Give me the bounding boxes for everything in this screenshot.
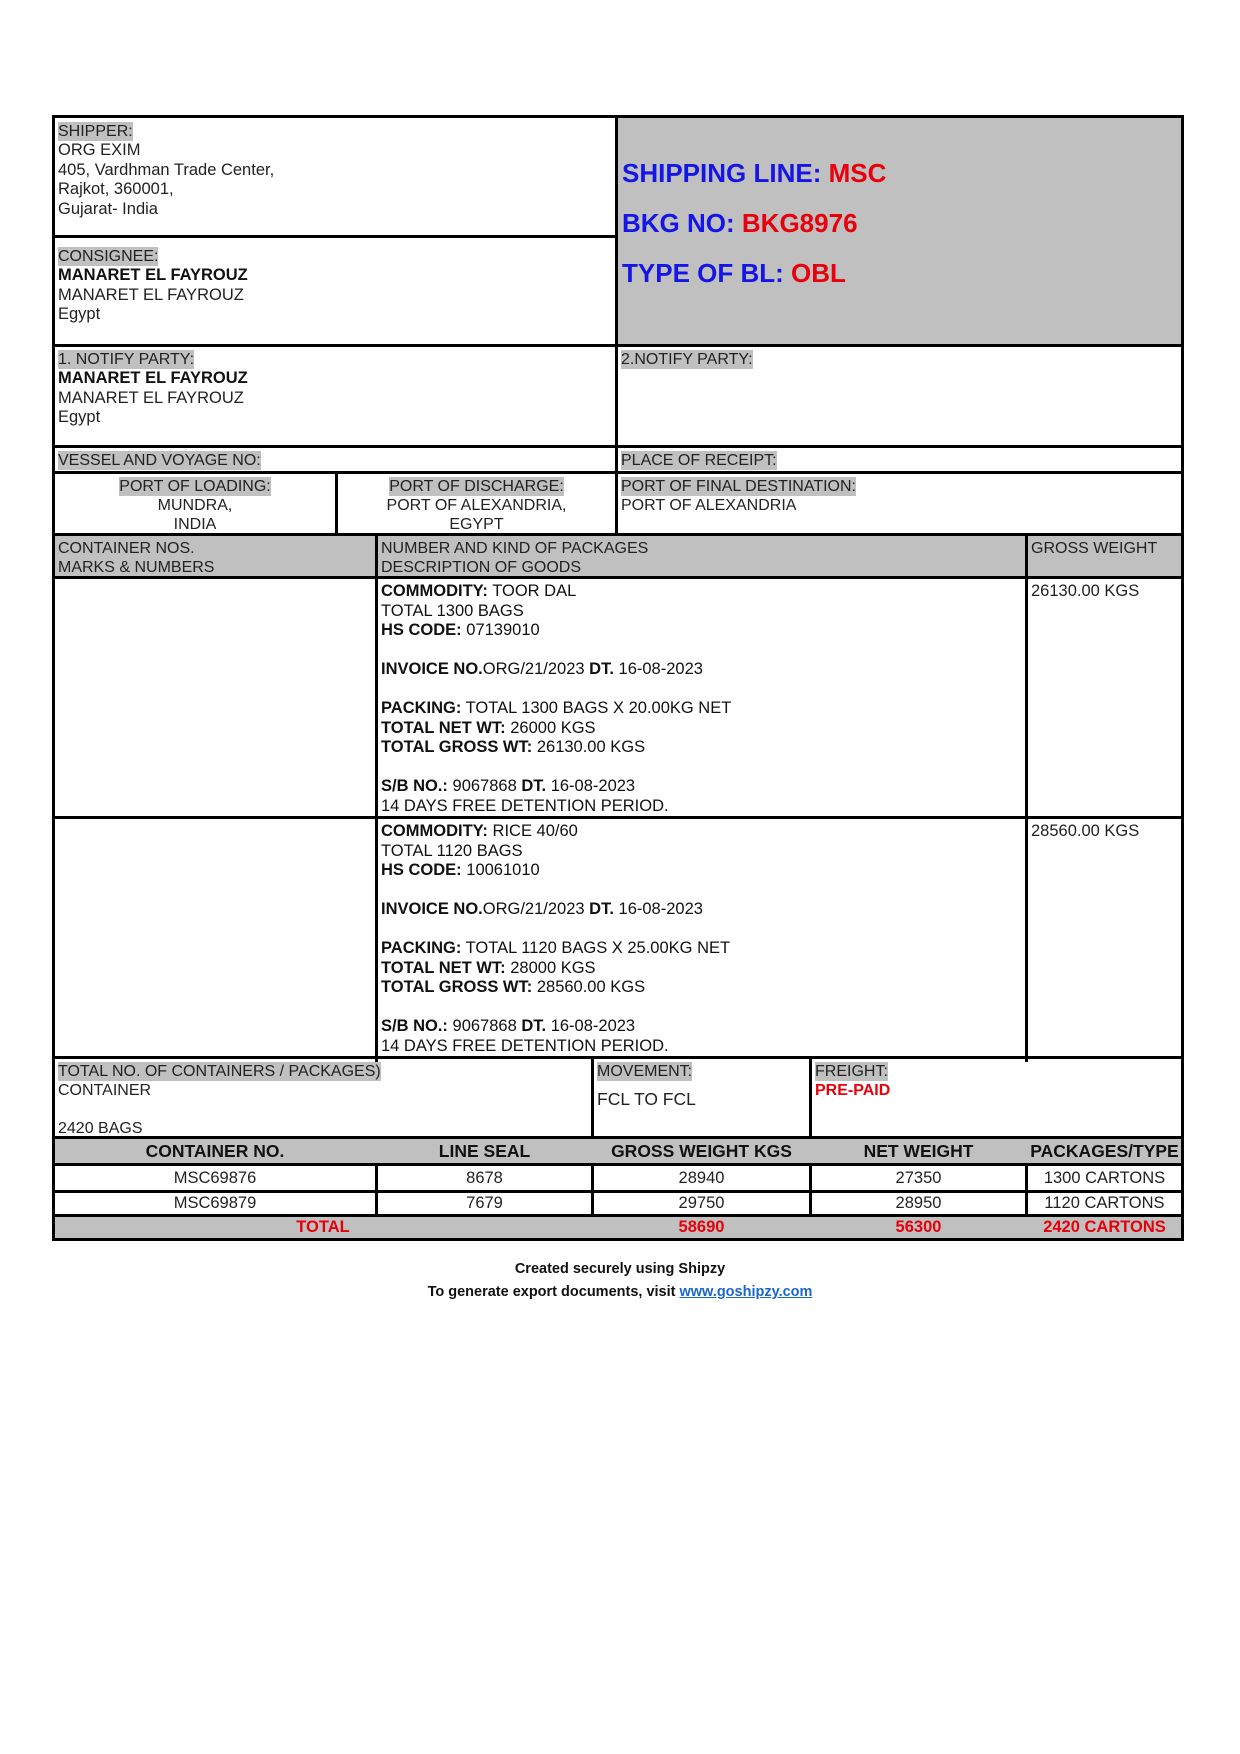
packages-type-header: PACKAGES/TYPE bbox=[1030, 1141, 1179, 1161]
notify-party-2 bbox=[621, 350, 1181, 369]
invoice-label: INVOICE NO. bbox=[381, 660, 483, 678]
gross-weight-kgs-header: GROSS WEIGHT KGS bbox=[611, 1141, 792, 1161]
freight-label: FREIGHT: bbox=[815, 1063, 888, 1080]
shipper-line: Rajkot, 360001, bbox=[58, 180, 174, 198]
total-gross-weight: 58690 bbox=[678, 1218, 725, 1236]
net-weight-value: 26000 KGS bbox=[510, 718, 596, 737]
commodity-label: COMMODITY: bbox=[381, 582, 488, 600]
hs-code-value: 07139010 bbox=[466, 621, 540, 639]
packing-label: PACKING: bbox=[381, 699, 462, 717]
line-seal: 7679 bbox=[466, 1194, 503, 1212]
notify-party-1-name: MANARET EL FAYROUZ bbox=[58, 369, 248, 387]
packages-header bbox=[381, 539, 648, 577]
port-of-loading-line: INDIA bbox=[173, 516, 217, 533]
shipper-line: 405, Vardhman Trade Center, bbox=[58, 160, 275, 179]
goods-gross-weight: 28560.00 KGS bbox=[1031, 822, 1140, 840]
gross-weight-value: 26130.00 KGS bbox=[536, 738, 646, 756]
goods-row bbox=[52, 816, 1184, 1059]
invoice-date-label: DT. bbox=[589, 900, 614, 918]
shipper-label: SHIPPER: bbox=[58, 123, 133, 140]
commodity-label: COMMODITY: bbox=[381, 822, 488, 840]
consignee-line: MANARET EL FAYROUZ bbox=[58, 285, 244, 304]
sb-date: 16-08-2023 bbox=[550, 777, 636, 795]
sb-date-label: DT. bbox=[521, 777, 547, 795]
port-of-discharge-line: PORT OF ALEXANDRIA, bbox=[386, 497, 567, 514]
bl-type-value: OBL bbox=[791, 258, 846, 288]
net-weight-label: TOTAL NET WT: bbox=[381, 718, 506, 737]
notify-party-1-line: Egypt bbox=[58, 408, 101, 426]
gross-weight-value: 28560.00 KGS bbox=[536, 978, 646, 996]
sb-no-label: S/B NO.: bbox=[381, 777, 448, 795]
totals-block bbox=[52, 1056, 1184, 1139]
container-no: MSC69879 bbox=[173, 1194, 257, 1212]
total-packages-label: TOTAL NO. OF CONTAINERS / PACKAGES) bbox=[58, 1063, 381, 1080]
shipping-line-row bbox=[622, 148, 1181, 198]
line-seal: 8678 bbox=[466, 1169, 503, 1187]
total-bags-line: 2420 BAGS bbox=[58, 1120, 143, 1137]
movement-value: FCL TO FCL bbox=[597, 1089, 696, 1109]
shipper-line: Gujarat- India bbox=[58, 199, 158, 218]
hs-code-label: HS CODE: bbox=[381, 621, 462, 639]
movement-section bbox=[597, 1062, 807, 1110]
detention-note: 14 DAYS FREE DETENTION PERIOD. bbox=[381, 796, 669, 815]
goods-description bbox=[381, 582, 1021, 816]
packages-type: 1300 CARTONS bbox=[1043, 1169, 1166, 1187]
description-header-line: DESCRIPTION OF GOODS bbox=[381, 559, 582, 576]
footer bbox=[0, 1258, 1240, 1304]
vessel-block bbox=[52, 445, 1184, 474]
commodity-value: TOOR DAL bbox=[492, 582, 577, 600]
port-of-loading-label: PORT OF LOADING: bbox=[119, 478, 271, 495]
consignee-label: CONSIGNEE: bbox=[58, 248, 159, 265]
gross-weight-label: TOTAL GROSS WT: bbox=[381, 978, 533, 996]
shipping-line-label: SHIPPING LINE: bbox=[622, 158, 822, 188]
gross-weight-header: GROSS WEIGHT bbox=[1031, 540, 1158, 557]
table-total-row bbox=[55, 1217, 1181, 1238]
bl-type-label: TYPE OF BL: bbox=[622, 258, 784, 288]
freight-value: PRE-PAID bbox=[815, 1082, 891, 1099]
net-weight-header: NET WEIGHT bbox=[863, 1141, 974, 1161]
freight-section bbox=[815, 1062, 1181, 1100]
consignee-name: MANARET EL FAYROUZ bbox=[58, 266, 248, 284]
sb-no-value: 9067868 bbox=[452, 777, 517, 795]
notify-party-1-line: MANARET EL FAYROUZ bbox=[58, 388, 244, 407]
port-of-discharge-line: EGYPT bbox=[449, 516, 504, 533]
movement-label: MOVEMENT: bbox=[597, 1063, 693, 1080]
goods-description bbox=[381, 822, 1021, 1056]
total-bags: TOTAL 1120 BAGS bbox=[381, 841, 523, 860]
container-nos-header bbox=[58, 539, 214, 577]
total-containers-line: CONTAINER bbox=[58, 1082, 152, 1099]
footer-visit-text: To generate export documents, visit bbox=[427, 1284, 676, 1300]
vessel-label: VESSEL AND VOYAGE NO: bbox=[58, 452, 261, 469]
container-table-header bbox=[55, 1139, 1181, 1163]
net-weight-label: TOTAL NET WT: bbox=[381, 958, 506, 977]
bkg-no-label: BKG NO: bbox=[622, 208, 735, 238]
invoice-value: ORG/21/2023 bbox=[482, 900, 585, 918]
net-weight: 27350 bbox=[895, 1169, 942, 1187]
sb-date-label: DT. bbox=[521, 1017, 547, 1035]
final-destination-label: PORT OF FINAL DESTINATION: bbox=[621, 478, 856, 495]
container-no-header: CONTAINER NO. bbox=[145, 1141, 285, 1161]
party-block bbox=[52, 115, 1184, 347]
marks-numbers-header-line: MARKS & NUMBERS bbox=[58, 559, 215, 576]
port-of-loading bbox=[55, 477, 335, 534]
line-seal-header: LINE SEAL bbox=[438, 1141, 531, 1161]
goods-row bbox=[52, 576, 1184, 819]
bkg-no-row bbox=[622, 198, 1181, 248]
packing-value: TOTAL 1300 BAGS X 20.00KG NET bbox=[465, 699, 732, 717]
footer-visit-line bbox=[0, 1281, 1240, 1304]
sb-no-label: S/B NO.: bbox=[381, 1017, 448, 1035]
detention-note: 14 DAYS FREE DETENTION PERIOD. bbox=[381, 1036, 669, 1055]
total-bags: TOTAL 1300 BAGS bbox=[381, 601, 524, 620]
invoice-value: ORG/21/2023 bbox=[482, 660, 585, 678]
packages-type: 1120 CARTONS bbox=[1044, 1194, 1165, 1212]
shipping-line-value: MSC bbox=[828, 158, 887, 188]
final-destination-value: PORT OF ALEXANDRIA bbox=[621, 497, 797, 514]
notify-party-2-label: 2.NOTIFY PARTY: bbox=[621, 351, 753, 368]
receipt-label: PLACE OF RECEIPT: bbox=[621, 452, 777, 469]
commodity-value: RICE 40/60 bbox=[492, 822, 578, 840]
booking-section bbox=[618, 118, 1181, 344]
goods-gross-weight: 26130.00 KGS bbox=[1031, 582, 1140, 600]
goods-header bbox=[52, 533, 1184, 579]
net-weight-value: 28000 KGS bbox=[510, 958, 596, 977]
packing-label: PACKING: bbox=[381, 939, 462, 957]
table-row bbox=[55, 1166, 1187, 1190]
total-net-weight: 56300 bbox=[895, 1218, 942, 1236]
vessel-section bbox=[58, 451, 261, 470]
hs-code-label: HS CODE: bbox=[381, 861, 462, 879]
notify-party-1 bbox=[58, 350, 610, 428]
packing-value: TOTAL 1120 BAGS X 25.00KG NET bbox=[465, 939, 731, 957]
invoice-label: INVOICE NO. bbox=[381, 900, 483, 918]
table-row bbox=[55, 1193, 1187, 1214]
gross-weight-kgs: 29750 bbox=[678, 1194, 725, 1212]
container-no: MSC69876 bbox=[173, 1169, 257, 1187]
container-nos-header-line: CONTAINER NOS. bbox=[58, 540, 195, 557]
total-packages-section bbox=[58, 1062, 588, 1138]
consignee-line: Egypt bbox=[58, 305, 101, 323]
total-packages: 2420 CARTONS bbox=[1043, 1218, 1166, 1236]
gross-weight-kgs: 28940 bbox=[678, 1169, 725, 1187]
port-of-discharge bbox=[338, 477, 615, 534]
packages-header-line: NUMBER AND KIND OF PACKAGES bbox=[381, 540, 649, 557]
bkg-no-value: BKG8976 bbox=[741, 208, 858, 238]
sb-date: 16-08-2023 bbox=[550, 1017, 636, 1035]
bl-type-row bbox=[622, 248, 1181, 298]
shipper-line: ORG EXIM bbox=[58, 141, 141, 159]
notify-block bbox=[52, 344, 1184, 448]
invoice-date-label: DT. bbox=[589, 660, 614, 678]
invoice-date: 16-08-2023 bbox=[618, 900, 703, 918]
shipzy-link[interactable]: www.goshipzy.com bbox=[679, 1284, 813, 1300]
hs-code-value: 10061010 bbox=[466, 861, 540, 879]
shipper-section bbox=[58, 122, 610, 219]
footer-created-by: Created securely using Shipzy bbox=[514, 1261, 726, 1277]
receipt-section bbox=[621, 451, 777, 470]
port-of-discharge-label: PORT OF DISCHARGE: bbox=[389, 478, 564, 495]
consignee-section bbox=[58, 247, 610, 325]
total-label: TOTAL bbox=[296, 1218, 350, 1236]
container-table bbox=[52, 1136, 1184, 1241]
invoice-date: 16-08-2023 bbox=[618, 660, 703, 678]
sb-no-value: 9067868 bbox=[452, 1017, 517, 1035]
port-of-final-destination bbox=[621, 477, 1181, 515]
notify-party-1-label: 1. NOTIFY PARTY: bbox=[58, 351, 195, 368]
port-of-loading-line: MUNDRA, bbox=[157, 497, 233, 514]
ports-block bbox=[52, 471, 1184, 536]
gross-weight-label: TOTAL GROSS WT: bbox=[381, 738, 533, 756]
net-weight: 28950 bbox=[895, 1194, 942, 1212]
